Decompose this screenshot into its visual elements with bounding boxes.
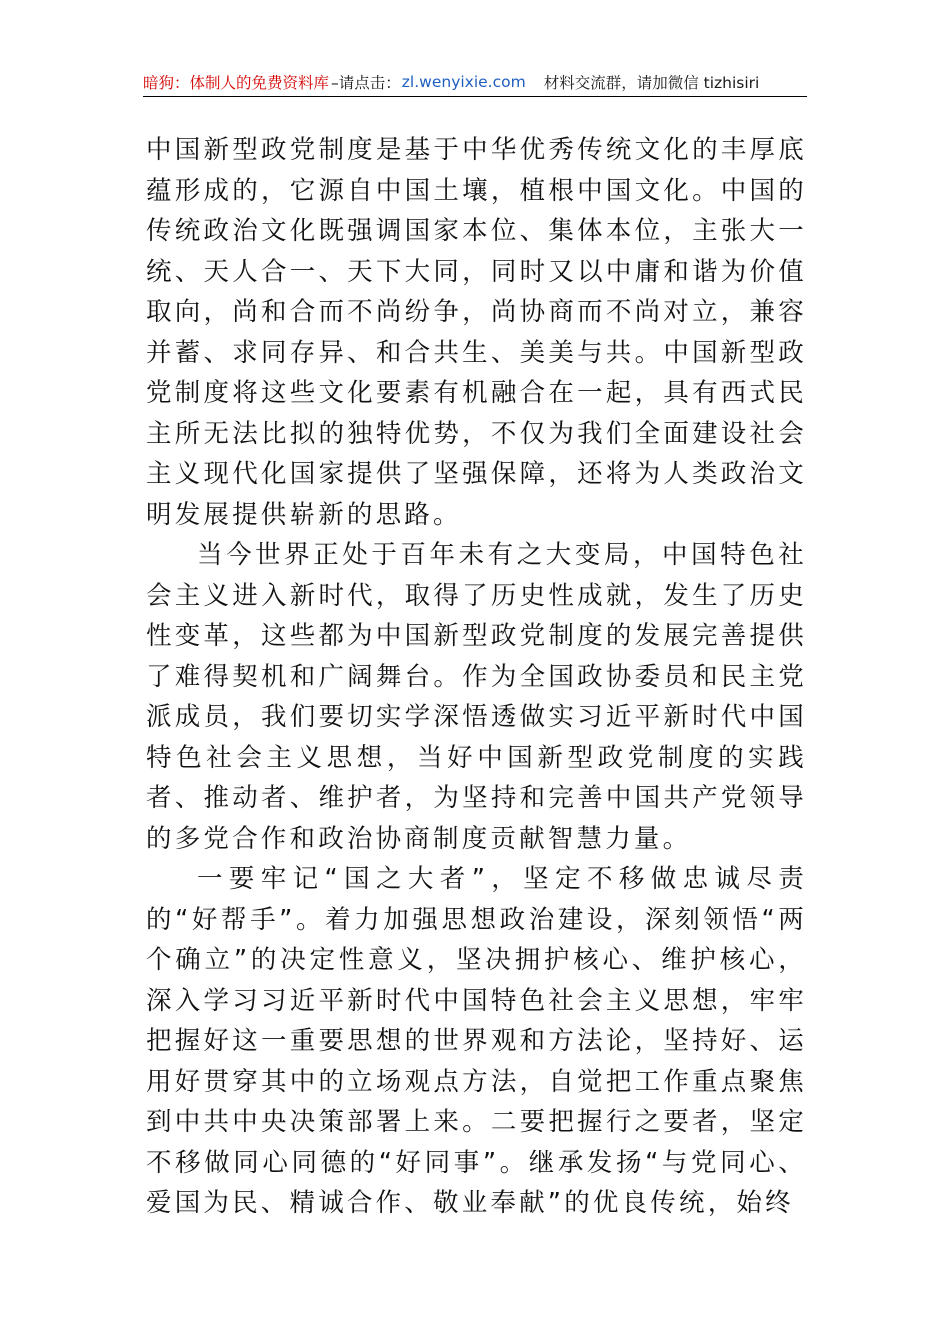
header-promo-text: 暗狗：体制人的免费资料库 (143, 74, 330, 92)
body-paragraph-1: 中国新型政党制度是基于中华优秀传统文化的丰厚底蕴形成的，它源自中国土壤，植根中国文化。中国的传统政治文化既强调国家本位、集体本位，主张大一统、天人合一、天下大同，同时又以中庸和谐为价值取向，尚和合而不尚纷争，尚协商而不尚对立，兼容并蓄、求同存异、和合共生、美美与共。中国新型政党制度将这些文化要素有机融合在一起，具有西式民主所无法比拟的独特优势，不仅为我们全面建设社会主义现代化国家提供了坚强保障，还将为人类政治文明发展提供崭新的思路。 (146, 135, 807, 530)
header-divider (143, 96, 807, 97)
body-paragraph-2: 当今世界正处于百年未有之大变局，中国特色社会主义进入新时代，取得了历史性成就，发生了历史性变革，这些都为中国新型政党制度的发展完善提供了难得契机和广阔舞台。作为全国政协委员和民主党派成员，我们要切实学深悟透做实习近平新时代中国特色社会主义思想，当好中国新型政党制度的实践者、推动者、维护者，为坚持和完善中国共产党领导的多党合作和政治协商制度贡献智慧力量。 (146, 540, 807, 854)
body-paragraph-3: 一要牢记“国之大者”，坚定不移做忠诚尽责的“好帮手”。着力加强思想政治建设，深刻领悟“两个确立”的决定性意义，坚决拥护核心、维护核心，深入学习习近平新时代中国特色社会主义思想，牢牢把握好这一重要思想的世界观和方法论，坚持好、运用好贯穿其中的立场观点方法，自觉把工作重点聚焦到中共中央决策部署上来。二要把握行之要者，坚定不移做同心同德的“好同事”。继承发扬“与党同心、爱国为民、精诚合作、敬业奉献”的优良传统，始终 (146, 864, 807, 1218)
page-header (143, 68, 807, 96)
header-wechat-group-text: 材料交流群，请加微信 tizhisiri (543, 74, 760, 92)
document-body (146, 130, 807, 1224)
header-click-prompt: –请点击： (331, 74, 401, 92)
header-website-link[interactable]: zl.wenyixie.com (401, 73, 526, 91)
